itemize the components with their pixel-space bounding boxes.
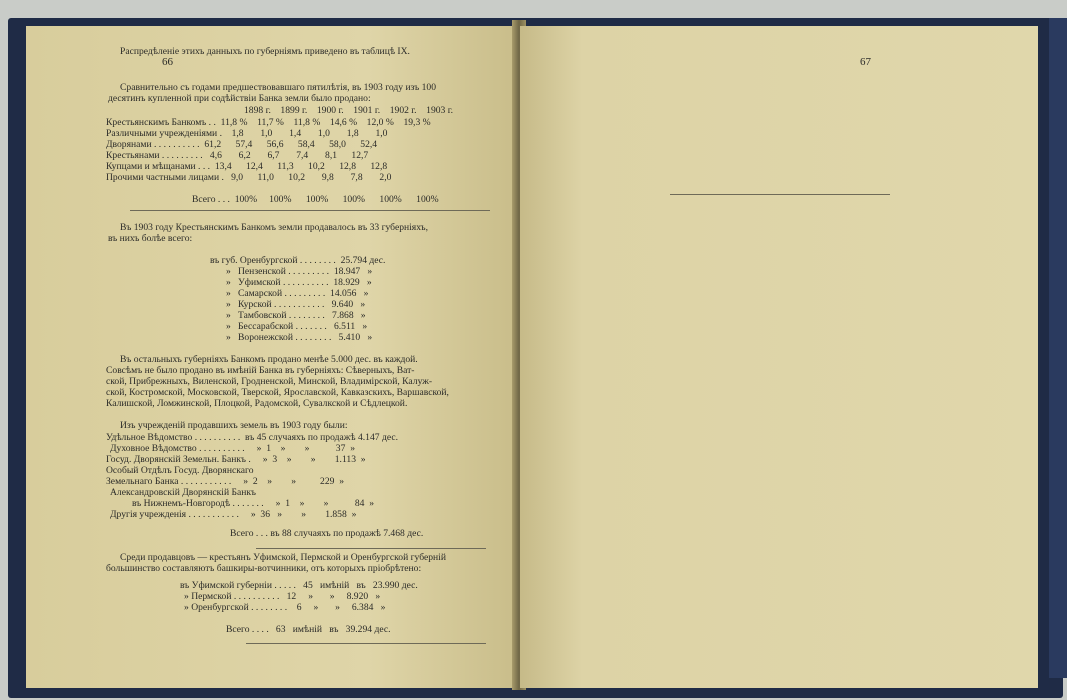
text-line: Госуд. Дворянскій Земельн. Банкъ . » 3 » » 1.113 »: [106, 454, 366, 465]
text-line: Крестьянскимъ Банкомъ . . 11,8 % 11,7 % 11,8 % 14,6 % 12,0 % 19,3 %: [106, 117, 431, 128]
text-line: Сравнительно съ годами предшествовавшаго пятилѣтія, въ 1903 году изъ 100: [120, 82, 437, 93]
text-line: » Оренбургской . . . . . . . . 6 » » 6.384 »: [184, 602, 386, 613]
table-sum-rule: [130, 210, 490, 211]
text-line: Другія учрежденія . . . . . . . . . . . » 36 » » 1.858 »: [110, 509, 357, 520]
table-sum-rule: [670, 194, 890, 195]
text-line: десятинъ купленной при содѣйствіи Банка земли было продано:: [108, 93, 371, 104]
text-line: » Пензенской . . . . . . . . . 18.947 »: [226, 266, 373, 277]
text-line: большинство составляютъ башкиры-вотчинники, отъ которыхъ пріобрѣтено:: [106, 563, 422, 574]
text-line: Различными учрежденіями . 1,8 1,0 1,4 1,0 1,8 1,0: [106, 128, 388, 139]
text-line: Прочими частными лицами . 9,0 11,0 10,2 9,8 7,8 2,0: [106, 172, 392, 183]
text-line: въ губ. Оренбургской . . . . . . . . 25.794 дес.: [210, 255, 386, 266]
text-line: 1898 г. 1899 г. 1900 г. 1901 г. 1902 г. 1903 г.: [244, 105, 453, 116]
text-line: Духовное Вѣдомство . . . . . . . . . . » 1 » » 37 »: [110, 443, 355, 454]
text-line: Александровскій Дворянскій Банкъ: [110, 487, 257, 498]
text-line: Распредѣленіе этихъ данныхъ по губерніямъ приведено въ таблицѣ IX.: [120, 46, 410, 57]
text-line: Всего . . . 100% 100% 100% 100% 100% 100%: [192, 194, 439, 205]
text-line: ской, Прибрежныхъ, Виленской, Гродненской, Минской, Владимірской, Калуж-: [106, 376, 433, 387]
text-line: Калишской, Ломжинской, Плоцкой, Радомской, Сувалкской и Сѣдлецкой.: [106, 398, 408, 409]
text-line: » Тамбовской . . . . . . . . 7.868 »: [226, 310, 366, 321]
table-sum-rule: [256, 548, 486, 549]
text-line: Въ 1903 году Крестьянскимъ Банкомъ земли продавалось въ 33 губерніяхъ,: [120, 222, 428, 233]
text-line: Въ остальныхъ губерніяхъ Банкомъ продано менѣе 5.000 дес. въ каждой.: [120, 354, 418, 365]
text-line: » Воронежской . . . . . . . . 5.410 »: [226, 332, 373, 343]
text-line: ской, Костромской, Московской, Тверской, Ярославской, Кавказскихъ, Варшавской,: [106, 387, 449, 398]
left-page: [26, 26, 516, 688]
text-line: Земельнаго Банка . . . . . . . . . . . » 2 » » 229 »: [106, 476, 345, 487]
text-line: въ Нижнемъ-Новгородѣ . . . . . . . » 1 » » 84 »: [132, 498, 375, 509]
text-line: въ Уфимской губерніи . . . . . 45 имѣній въ 23.990 дес.: [180, 580, 418, 591]
text-line: » Курской . . . . . . . . . . . 9.640 »: [226, 299, 366, 310]
text-line: Купцами и мѣщанами . . . 13,4 12,4 11,3 10,2 12,8 12,8: [106, 161, 388, 172]
text-line: Всего . . . въ 88 случаяхъ по продажѣ 7.468 дес.: [230, 528, 424, 539]
text-line: Особый Отдѣлъ Госуд. Дворянскаго: [106, 465, 254, 476]
text-line: » Бессарабской . . . . . . . 6.511 »: [226, 321, 368, 332]
text-line: Среди продавцовъ — крестьянъ Уфимской, Пермской и Оренбургской губерній: [120, 552, 446, 563]
right-page: [520, 26, 1038, 688]
page-number: 66: [162, 56, 173, 68]
text-line: Всего . . . . 63 имѣній въ 39.294 дес.: [226, 624, 391, 635]
text-line: » Самарской . . . . . . . . . 14.056 »: [226, 288, 369, 299]
book-cover-edge: [1049, 18, 1067, 678]
text-line: Совсѣмъ не было продано въ имѣній Банка въ губерніяхъ: Сѣверныхъ, Ват-: [106, 365, 415, 376]
text-line: » Уфимской . . . . . . . . . . 18.929 »: [226, 277, 372, 288]
text-line: Дворянами . . . . . . . . . . 61,2 57,4 56,6 58,4 58,0 52,4: [106, 139, 378, 150]
text-line: » Пермской . . . . . . . . . . 12 » » 8.920 »: [184, 591, 381, 602]
table-sum-rule: [246, 643, 486, 644]
text-line: въ нихъ болѣе всего:: [108, 233, 193, 244]
text-line: Изъ учрежденій продавшихъ земель въ 1903 году были:: [120, 420, 348, 431]
text-line: Крестьянами . . . . . . . . . 4,6 6,2 6,7 7,4 8,1 12,7: [106, 150, 369, 161]
page-number: 67: [860, 56, 871, 68]
text-line: Удѣльное Вѣдомство . . . . . . . . . . въ 45 случаяхъ по продажѣ 4.147 дес.: [106, 432, 399, 443]
